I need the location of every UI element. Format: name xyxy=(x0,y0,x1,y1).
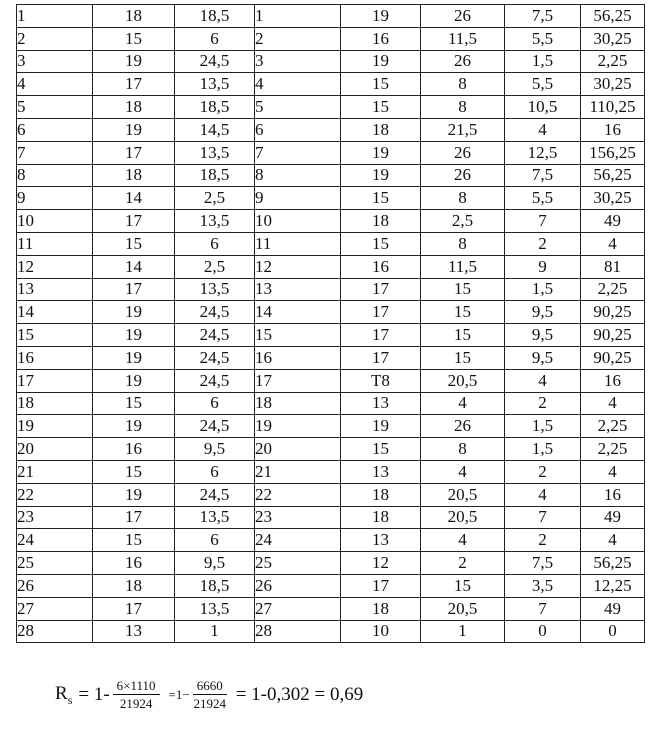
table-cell: 156,25 xyxy=(581,141,645,164)
table-cell: 15 xyxy=(341,438,421,461)
table-cell: 15 xyxy=(17,324,93,347)
table-cell: 18 xyxy=(341,597,421,620)
table-cell: 4 xyxy=(581,392,645,415)
table-cell: 21 xyxy=(255,460,341,483)
table-cell: 24,5 xyxy=(175,415,255,438)
table-cell: 8 xyxy=(421,187,505,210)
table-row xyxy=(17,460,645,483)
table-cell: 2 xyxy=(505,460,581,483)
table-row xyxy=(17,506,645,529)
table-cell: 8 xyxy=(421,73,505,96)
table-cell: 17 xyxy=(341,346,421,369)
table-cell: 2,25 xyxy=(581,415,645,438)
table-cell: 6 xyxy=(175,27,255,50)
table-cell: 0 xyxy=(505,620,581,643)
table-cell: 19 xyxy=(93,415,175,438)
table-cell: 21,5 xyxy=(421,118,505,141)
table-cell: 10 xyxy=(255,210,341,233)
table-cell: 19 xyxy=(93,324,175,347)
table-row xyxy=(17,255,645,278)
table-cell: 24,5 xyxy=(175,50,255,73)
table-cell: 1,5 xyxy=(505,438,581,461)
table-cell: 12 xyxy=(255,255,341,278)
table-cell: 11 xyxy=(17,232,93,255)
table-row xyxy=(17,5,645,28)
table-cell: 19 xyxy=(93,369,175,392)
table-cell: 19 xyxy=(17,415,93,438)
table-cell: 16 xyxy=(255,346,341,369)
table-cell: 7 xyxy=(505,210,581,233)
table-cell: 12 xyxy=(17,255,93,278)
table-cell: 19 xyxy=(93,346,175,369)
table-cell: 10 xyxy=(341,620,421,643)
table-cell: 8 xyxy=(421,232,505,255)
table-cell: 6 xyxy=(175,232,255,255)
table-cell: 7 xyxy=(505,506,581,529)
table-cell: 2 xyxy=(505,529,581,552)
table-cell: 90,25 xyxy=(581,324,645,347)
table-row xyxy=(17,529,645,552)
table-cell: 27 xyxy=(255,597,341,620)
table-row xyxy=(17,187,645,210)
table-row xyxy=(17,415,645,438)
table-cell: 5 xyxy=(17,96,93,119)
table-cell: 13 xyxy=(341,529,421,552)
table-cell: 24 xyxy=(255,529,341,552)
table-body xyxy=(17,5,645,643)
table-cell: 15 xyxy=(93,232,175,255)
table-cell: 17 xyxy=(93,141,175,164)
table-cell: 24 xyxy=(17,529,93,552)
table-cell: 5,5 xyxy=(505,187,581,210)
table-cell: 1,5 xyxy=(505,278,581,301)
table-cell: 22 xyxy=(17,483,93,506)
table-cell: 15 xyxy=(421,324,505,347)
table-cell: 20,5 xyxy=(421,597,505,620)
table-cell: 2,25 xyxy=(581,50,645,73)
table-cell: 12,25 xyxy=(581,574,645,597)
table-cell: 15 xyxy=(93,27,175,50)
table-cell: 25 xyxy=(17,552,93,575)
table-cell: 8 xyxy=(255,164,341,187)
table-row xyxy=(17,574,645,597)
table-cell: 15 xyxy=(93,392,175,415)
table-cell: 23 xyxy=(255,506,341,529)
table-cell: 20,5 xyxy=(421,369,505,392)
table-cell: 2,5 xyxy=(175,187,255,210)
table-cell: 30,25 xyxy=(581,187,645,210)
fraction-2-numerator: 6660 xyxy=(193,678,227,695)
table-cell: 22 xyxy=(255,483,341,506)
table-cell: 7,5 xyxy=(505,5,581,28)
table-cell: 17 xyxy=(341,278,421,301)
table-cell: 4 xyxy=(421,529,505,552)
table-cell: 7 xyxy=(17,141,93,164)
table-cell: 17 xyxy=(93,210,175,233)
table-cell: 15 xyxy=(341,73,421,96)
fraction-1-numerator: 6×1110 xyxy=(113,678,160,695)
table-cell: 25 xyxy=(255,552,341,575)
table-cell: 5,5 xyxy=(505,27,581,50)
table-cell: 10 xyxy=(17,210,93,233)
table-cell: 19 xyxy=(341,5,421,28)
table-cell: 4 xyxy=(581,232,645,255)
table-cell: 8 xyxy=(17,164,93,187)
table-cell: 14 xyxy=(93,255,175,278)
table-cell: 3 xyxy=(17,50,93,73)
table-cell: 5 xyxy=(255,96,341,119)
table-cell: 15 xyxy=(341,187,421,210)
table-row xyxy=(17,50,645,73)
formula-fraction-2 xyxy=(193,678,227,712)
table-row xyxy=(17,118,645,141)
table-cell: 1 xyxy=(175,620,255,643)
table-cell: 7 xyxy=(255,141,341,164)
table-cell: 1,5 xyxy=(505,415,581,438)
table-cell: 16 xyxy=(341,255,421,278)
table-cell: 19 xyxy=(93,301,175,324)
table-row xyxy=(17,27,645,50)
table-cell: 17 xyxy=(93,597,175,620)
table-cell: 13,5 xyxy=(175,506,255,529)
table-cell: 18 xyxy=(93,5,175,28)
table-cell: 18 xyxy=(255,392,341,415)
table-cell: 9,5 xyxy=(175,552,255,575)
table-row xyxy=(17,141,645,164)
table-cell: 26 xyxy=(421,164,505,187)
table-cell: 49 xyxy=(581,506,645,529)
table-cell: 16 xyxy=(581,369,645,392)
table-cell: 11,5 xyxy=(421,255,505,278)
table-cell: 9,5 xyxy=(175,438,255,461)
table-cell: 2 xyxy=(421,552,505,575)
table-cell: 18 xyxy=(341,210,421,233)
table-cell: 19 xyxy=(341,141,421,164)
table-cell: 13,5 xyxy=(175,210,255,233)
table-cell: 56,25 xyxy=(581,5,645,28)
table-cell: 26 xyxy=(421,50,505,73)
table-row xyxy=(17,438,645,461)
table-cell: 14 xyxy=(17,301,93,324)
table-cell: 15 xyxy=(341,96,421,119)
table-row xyxy=(17,620,645,643)
table-cell: 18 xyxy=(341,483,421,506)
table-cell: 17 xyxy=(341,301,421,324)
table-cell: 2 xyxy=(255,27,341,50)
table-cell: 21 xyxy=(17,460,93,483)
table-cell: 17 xyxy=(341,324,421,347)
table-cell: 19 xyxy=(341,415,421,438)
table-row xyxy=(17,346,645,369)
table-cell: 24,5 xyxy=(175,324,255,347)
table-cell: 12 xyxy=(341,552,421,575)
table-cell: 17 xyxy=(17,369,93,392)
table-cell: 4 xyxy=(421,460,505,483)
table-cell: 26 xyxy=(255,574,341,597)
table-cell: 18 xyxy=(341,506,421,529)
table-cell: 7,5 xyxy=(505,552,581,575)
table-cell: 3 xyxy=(255,50,341,73)
table-cell: 18,5 xyxy=(175,574,255,597)
table-cell: 19 xyxy=(341,164,421,187)
table-row xyxy=(17,164,645,187)
formula-lhs: $R_s$ xyxy=(55,682,73,707)
table-cell: 13,5 xyxy=(175,278,255,301)
table-cell: 24,5 xyxy=(175,483,255,506)
table-cell: 15 xyxy=(421,574,505,597)
table-cell: 8 xyxy=(421,438,505,461)
table-cell: 11,5 xyxy=(421,27,505,50)
table-cell: 24,5 xyxy=(175,346,255,369)
table-cell: 5,5 xyxy=(505,73,581,96)
table-cell: 18,5 xyxy=(175,96,255,119)
table-cell: 1,5 xyxy=(505,50,581,73)
table-cell: 9,5 xyxy=(505,324,581,347)
table-cell: 6 xyxy=(175,460,255,483)
table-cell: 15 xyxy=(93,460,175,483)
table-cell: 16 xyxy=(341,27,421,50)
table-cell: 4 xyxy=(505,369,581,392)
table-cell: 17 xyxy=(93,278,175,301)
table-row xyxy=(17,552,645,575)
table-cell: 110,25 xyxy=(581,96,645,119)
table-cell: 13 xyxy=(17,278,93,301)
table-cell: 4 xyxy=(581,529,645,552)
table-cell: 90,25 xyxy=(581,301,645,324)
table-cell: 26 xyxy=(17,574,93,597)
table-cell: 6 xyxy=(175,529,255,552)
table-cell: 3,5 xyxy=(505,574,581,597)
table-cell: 7 xyxy=(505,597,581,620)
table-cell: 24,5 xyxy=(175,301,255,324)
table-cell: 4 xyxy=(505,118,581,141)
table-cell: 15 xyxy=(255,324,341,347)
table-cell: 16 xyxy=(581,483,645,506)
table-cell: 6 xyxy=(175,392,255,415)
table-cell: 13 xyxy=(255,278,341,301)
table-cell: 19 xyxy=(93,50,175,73)
table-cell: 19 xyxy=(255,415,341,438)
table-cell: 56,25 xyxy=(581,164,645,187)
table-cell: 2,25 xyxy=(581,438,645,461)
table-cell: 9 xyxy=(505,255,581,278)
table-cell: 2 xyxy=(505,392,581,415)
formula-eq2: =1− xyxy=(168,687,190,702)
table-cell: 1 xyxy=(421,620,505,643)
table-row xyxy=(17,301,645,324)
table-cell: 15 xyxy=(421,278,505,301)
table-cell: 13 xyxy=(93,620,175,643)
table-cell: 13,5 xyxy=(175,141,255,164)
table-row xyxy=(17,278,645,301)
table-cell: 0 xyxy=(581,620,645,643)
table-cell: 2,25 xyxy=(581,278,645,301)
table-cell: 9,5 xyxy=(505,346,581,369)
table-cell: 1 xyxy=(17,5,93,28)
table-cell: 20 xyxy=(255,438,341,461)
table-cell: 30,25 xyxy=(581,27,645,50)
table-cell: 9 xyxy=(17,187,93,210)
table-cell: 90,25 xyxy=(581,346,645,369)
table-cell: 2 xyxy=(17,27,93,50)
table-cell: 4 xyxy=(17,73,93,96)
table-cell: 4 xyxy=(255,73,341,96)
table-cell: 6 xyxy=(17,118,93,141)
table-cell: 49 xyxy=(581,210,645,233)
spearman-formula xyxy=(55,678,363,712)
table-cell: 16 xyxy=(93,552,175,575)
table-row xyxy=(17,232,645,255)
table-cell: 15 xyxy=(93,529,175,552)
table-cell: 18 xyxy=(93,164,175,187)
table-cell: 81 xyxy=(581,255,645,278)
formula-eq1: = 1- xyxy=(78,684,110,705)
table-cell: 20 xyxy=(17,438,93,461)
table-cell: 14,5 xyxy=(175,118,255,141)
table-cell: 17 xyxy=(93,506,175,529)
table-cell: 9 xyxy=(255,187,341,210)
table-cell: 18,5 xyxy=(175,5,255,28)
table-cell: 26 xyxy=(421,141,505,164)
table-cell: 1 xyxy=(255,5,341,28)
table-cell: 16 xyxy=(17,346,93,369)
table-cell: 26 xyxy=(421,5,505,28)
table-cell: 4 xyxy=(505,483,581,506)
table-cell: 17 xyxy=(93,73,175,96)
table-cell: 14 xyxy=(93,187,175,210)
table-cell: 30,25 xyxy=(581,73,645,96)
table-cell: 20,5 xyxy=(421,483,505,506)
table-cell: 17 xyxy=(255,369,341,392)
table-cell: T8 xyxy=(341,369,421,392)
table-cell: 7,5 xyxy=(505,164,581,187)
table-cell: 14 xyxy=(255,301,341,324)
table-cell: 56,25 xyxy=(581,552,645,575)
table-cell: 18,5 xyxy=(175,164,255,187)
table-cell: 19 xyxy=(93,483,175,506)
table-cell: 2,5 xyxy=(421,210,505,233)
table-cell: 49 xyxy=(581,597,645,620)
table-cell: 4 xyxy=(421,392,505,415)
table-cell: 4 xyxy=(581,460,645,483)
formula-fraction-1 xyxy=(113,678,160,712)
table-cell: 23 xyxy=(17,506,93,529)
table-cell: 2 xyxy=(505,232,581,255)
table-cell: 6 xyxy=(255,118,341,141)
table-cell: 18 xyxy=(341,118,421,141)
table-cell: 13 xyxy=(341,460,421,483)
table-cell: 28 xyxy=(17,620,93,643)
table-cell: 16 xyxy=(581,118,645,141)
table-cell: 2,5 xyxy=(175,255,255,278)
table-cell: 18 xyxy=(17,392,93,415)
table-cell: 9,5 xyxy=(505,301,581,324)
table-row xyxy=(17,324,645,347)
table-cell: 28 xyxy=(255,620,341,643)
table-row xyxy=(17,597,645,620)
table-cell: 19 xyxy=(341,50,421,73)
table-cell: 26 xyxy=(421,415,505,438)
table-cell: 15 xyxy=(421,301,505,324)
fraction-1-denominator: 21924 xyxy=(119,696,153,711)
table-cell: 13,5 xyxy=(175,597,255,620)
table-cell: 8 xyxy=(421,96,505,119)
table-cell: 18 xyxy=(93,574,175,597)
table-cell: 13 xyxy=(341,392,421,415)
table-cell: 16 xyxy=(93,438,175,461)
table-cell: 20,5 xyxy=(421,506,505,529)
table-cell: 15 xyxy=(421,346,505,369)
table-cell: 27 xyxy=(17,597,93,620)
table-cell: 11 xyxy=(255,232,341,255)
table-cell: 18 xyxy=(93,96,175,119)
table-row xyxy=(17,392,645,415)
table-cell: 24,5 xyxy=(175,369,255,392)
table-cell: 15 xyxy=(341,232,421,255)
table-cell: 13,5 xyxy=(175,73,255,96)
rank-correlation-table xyxy=(16,4,645,643)
formula-result: = 1-0,302 = 0,69 xyxy=(235,684,364,705)
table-row xyxy=(17,369,645,392)
table-row xyxy=(17,96,645,119)
table-cell: 12,5 xyxy=(505,141,581,164)
table-row xyxy=(17,73,645,96)
fraction-2-denominator: 21924 xyxy=(193,696,226,711)
table-row xyxy=(17,483,645,506)
table-cell: 10,5 xyxy=(505,96,581,119)
table-row xyxy=(17,210,645,233)
table-cell: 17 xyxy=(341,574,421,597)
table-cell: 19 xyxy=(93,118,175,141)
